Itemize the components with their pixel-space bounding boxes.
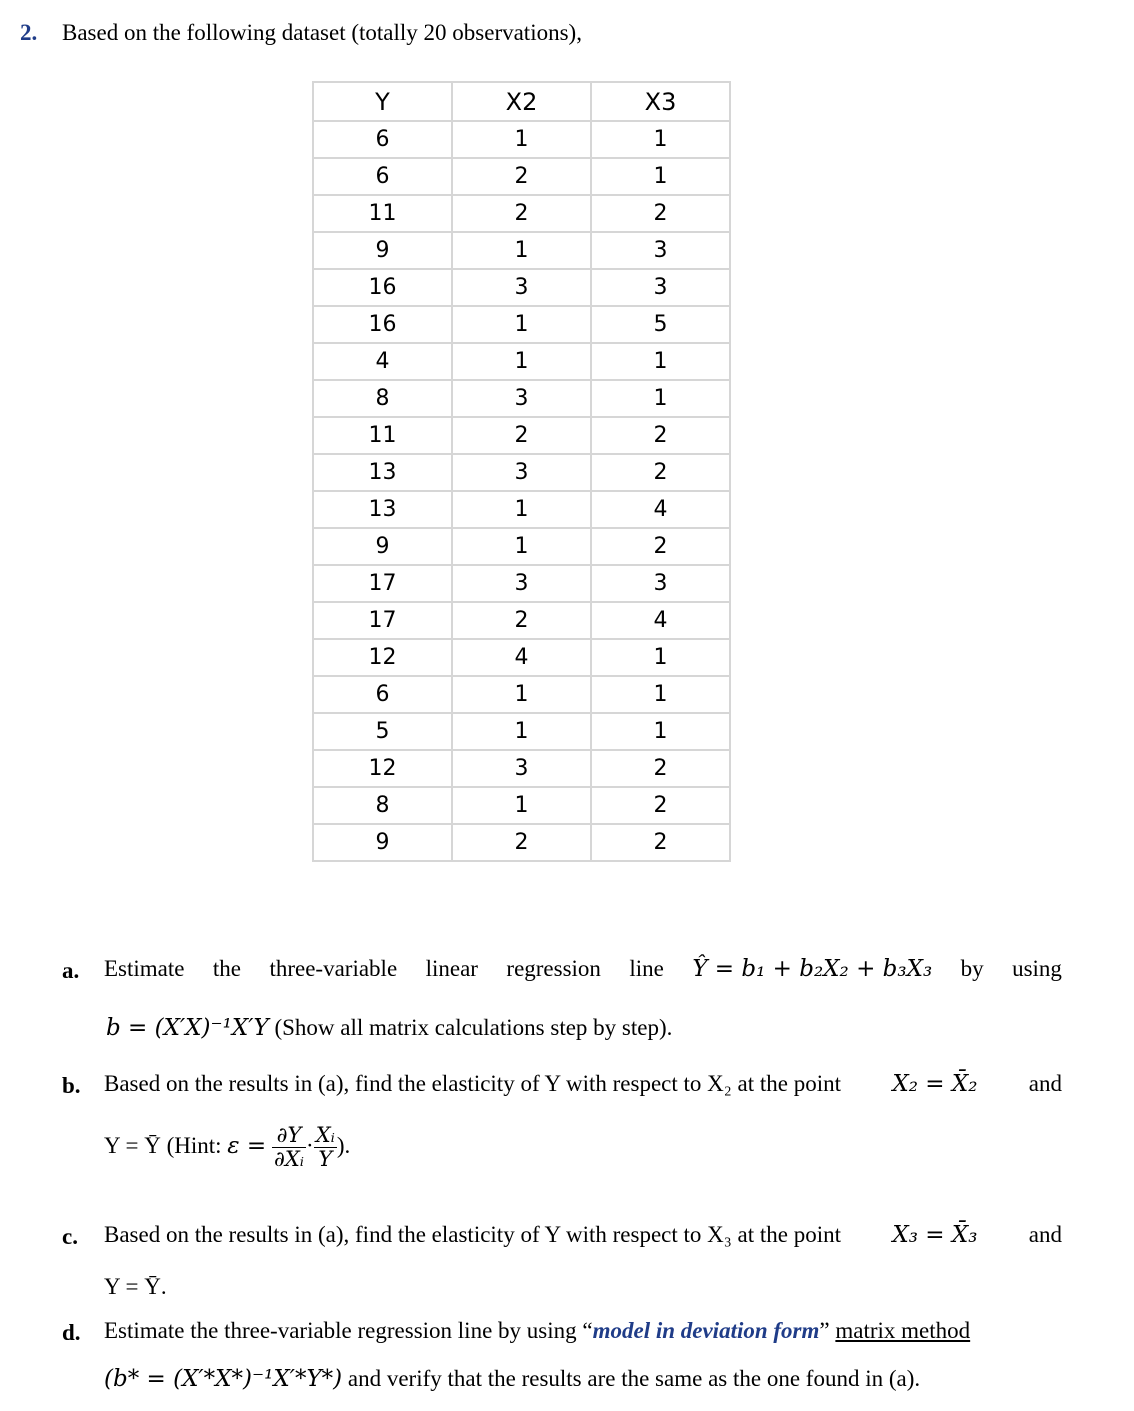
table-row xyxy=(313,787,730,824)
cell-y: 8 xyxy=(313,380,452,417)
part-a-word: the xyxy=(212,956,242,981)
frac1-numerator: ∂Y xyxy=(272,1124,306,1148)
cell-y: 17 xyxy=(313,602,452,639)
table-row xyxy=(313,528,730,565)
cell-x3: 4 xyxy=(591,602,730,639)
data-table xyxy=(312,81,731,862)
cell-x2: 3 xyxy=(452,269,591,306)
cell-y: 9 xyxy=(313,232,452,269)
cell-x2: 3 xyxy=(452,380,591,417)
part-d-label: d. xyxy=(62,1320,81,1345)
part-a-word: using xyxy=(1012,956,1062,981)
part-d-line1 xyxy=(104,1318,970,1344)
cell-x2: 3 xyxy=(452,454,591,491)
part-a-word: three-variable xyxy=(269,956,398,981)
cell-y: 16 xyxy=(313,306,452,343)
cell-y: 17 xyxy=(313,565,452,602)
cell-x2: 2 xyxy=(452,158,591,195)
table-row xyxy=(313,417,730,454)
part-b-line1 xyxy=(104,1071,1062,1097)
part-b-fraction-1 xyxy=(272,1124,306,1171)
part-a-word: Estimate xyxy=(104,956,185,981)
table-row xyxy=(313,269,730,306)
table-row xyxy=(313,824,730,861)
part-a-label: a. xyxy=(62,958,80,983)
cell-y: 4 xyxy=(313,343,452,380)
part-a-instruction: (Show all matrix calculations step by step). xyxy=(274,1015,673,1040)
cell-y: 8 xyxy=(313,787,452,824)
cell-x2: 2 xyxy=(452,824,591,861)
cell-x2: 2 xyxy=(452,602,591,639)
cell-x2: 1 xyxy=(452,528,591,565)
cell-y: 12 xyxy=(313,750,452,787)
table-row xyxy=(313,454,730,491)
part-c-point: X₃ = X̄₃ xyxy=(892,1222,978,1248)
part-d-text-end: and verify that the results are the same as the one found in (a). xyxy=(342,1366,921,1391)
table-row xyxy=(313,343,730,380)
column-header-x3: X3 xyxy=(591,82,730,121)
cell-x2: 3 xyxy=(452,750,591,787)
cell-x2: 1 xyxy=(452,306,591,343)
cell-x2: 1 xyxy=(452,121,591,158)
part-d-underlined: matrix method xyxy=(835,1318,971,1343)
cell-x3: 1 xyxy=(591,121,730,158)
part-a-line1 xyxy=(104,956,1062,982)
question-number: 2. xyxy=(20,20,38,45)
cell-y: 6 xyxy=(313,676,452,713)
frac1-denominator: ∂Xᵢ xyxy=(273,1147,305,1172)
cell-x2: 1 xyxy=(452,232,591,269)
part-a-word: line xyxy=(629,956,664,981)
table-row xyxy=(313,602,730,639)
part-b-epsilon: ε = xyxy=(227,1132,267,1159)
cell-x3: 2 xyxy=(591,824,730,861)
cell-x3: 5 xyxy=(591,306,730,343)
cell-x2: 1 xyxy=(452,713,591,750)
cell-y: 16 xyxy=(313,269,452,306)
cell-x3: 2 xyxy=(591,417,730,454)
cell-x3: 1 xyxy=(591,713,730,750)
part-b-and: and xyxy=(1028,1071,1062,1096)
table-row xyxy=(313,232,730,269)
part-d-text-mid: ” xyxy=(819,1318,836,1343)
cell-y: 9 xyxy=(313,528,452,565)
cell-y: 12 xyxy=(313,639,452,676)
cell-x3: 2 xyxy=(591,195,730,232)
part-b-point: X₂ = X̄₂ xyxy=(892,1071,978,1097)
cell-x2: 2 xyxy=(452,195,591,232)
table-row xyxy=(313,676,730,713)
column-header-y: Y xyxy=(313,82,452,121)
cell-x2: 2 xyxy=(452,417,591,454)
cell-x3: 1 xyxy=(591,639,730,676)
cell-x2: 3 xyxy=(452,565,591,602)
table-row xyxy=(313,491,730,528)
cell-x3: 4 xyxy=(591,491,730,528)
part-b-close: ). xyxy=(336,1132,351,1158)
frac2-numerator: Xᵢ xyxy=(315,1123,335,1147)
cell-y: 6 xyxy=(313,121,452,158)
part-a-word: regression xyxy=(506,956,601,981)
table-body xyxy=(313,121,730,861)
cell-x2: 1 xyxy=(452,676,591,713)
table-row xyxy=(313,380,730,417)
part-c-line2: Y = Ȳ. xyxy=(104,1274,167,1299)
cell-y: 5 xyxy=(313,713,452,750)
part-d-text-start: Estimate the three-variable regression line by using “ xyxy=(104,1318,593,1343)
cell-x3: 1 xyxy=(591,676,730,713)
cell-x3: 2 xyxy=(591,528,730,565)
cell-y: 11 xyxy=(313,195,452,232)
table-header-row xyxy=(313,82,730,121)
cell-y: 11 xyxy=(313,417,452,454)
cell-x3: 3 xyxy=(591,232,730,269)
cell-x2: 1 xyxy=(452,787,591,824)
table-row xyxy=(313,306,730,343)
table-row xyxy=(313,121,730,158)
part-d-line2 xyxy=(104,1366,920,1392)
cell-x3: 1 xyxy=(591,380,730,417)
part-a-words xyxy=(104,956,1062,982)
part-b-line2: Y = Ȳ (Hint: ε = $\frac{\partial Y}{\text{∂Xᵢ}}$ · $\frac{\text{Xᵢ}}{Y}$ ). xyxy=(104,1123,351,1172)
cell-x2: 1 xyxy=(452,491,591,528)
cell-x2: 4 xyxy=(452,639,591,676)
question-header xyxy=(20,20,582,46)
part-a-formula: b = (X′X)⁻¹X′Y xyxy=(106,1015,269,1041)
part-a-word: by xyxy=(960,956,984,981)
cell-x3: 1 xyxy=(591,343,730,380)
cell-x3: 2 xyxy=(591,750,730,787)
cell-y: 13 xyxy=(313,491,452,528)
part-a-word: linear xyxy=(425,956,478,981)
part-b-label: b. xyxy=(62,1073,81,1098)
cell-x3: 2 xyxy=(591,787,730,824)
part-d-emphasis: model in deviation form xyxy=(592,1318,820,1343)
part-a-line2 xyxy=(106,1015,672,1041)
part-b-hint-start: Y = Ȳ (Hint: xyxy=(104,1132,222,1158)
part-b-text: Based on the results in (a), find the elasticity of Y with respect to X₂ at the point xyxy=(104,1071,842,1096)
part-b-fraction-2 xyxy=(314,1124,337,1171)
cell-x3: 3 xyxy=(591,565,730,602)
cell-x3: 2 xyxy=(591,454,730,491)
table-row xyxy=(313,565,730,602)
part-a-equation: Ŷ = b₁ + b₂X₂ + b₃X₃ xyxy=(692,956,933,982)
part-d-formula: (b* = (X′*X*)⁻¹X′*Y*) xyxy=(104,1366,343,1392)
part-c-text: Based on the results in (a), find the elasticity of Y with respect to X₃ at the point xyxy=(104,1222,842,1247)
cell-x2: 1 xyxy=(452,343,591,380)
column-header-x2: X2 xyxy=(452,82,591,121)
question-text: Based on the following dataset (totally 20 observations), xyxy=(62,20,582,45)
table-row xyxy=(313,639,730,676)
part-c-and: and xyxy=(1028,1222,1062,1247)
cell-x3: 3 xyxy=(591,269,730,306)
cell-y: 6 xyxy=(313,158,452,195)
table-row xyxy=(313,750,730,787)
frac2-denominator: Y xyxy=(318,1147,333,1172)
cell-y: 13 xyxy=(313,454,452,491)
table-row xyxy=(313,158,730,195)
table-row xyxy=(313,713,730,750)
part-c-label: c. xyxy=(62,1224,78,1249)
table-row xyxy=(313,195,730,232)
cell-x3: 1 xyxy=(591,158,730,195)
part-c-line1 xyxy=(104,1222,1062,1248)
cell-y: 9 xyxy=(313,824,452,861)
